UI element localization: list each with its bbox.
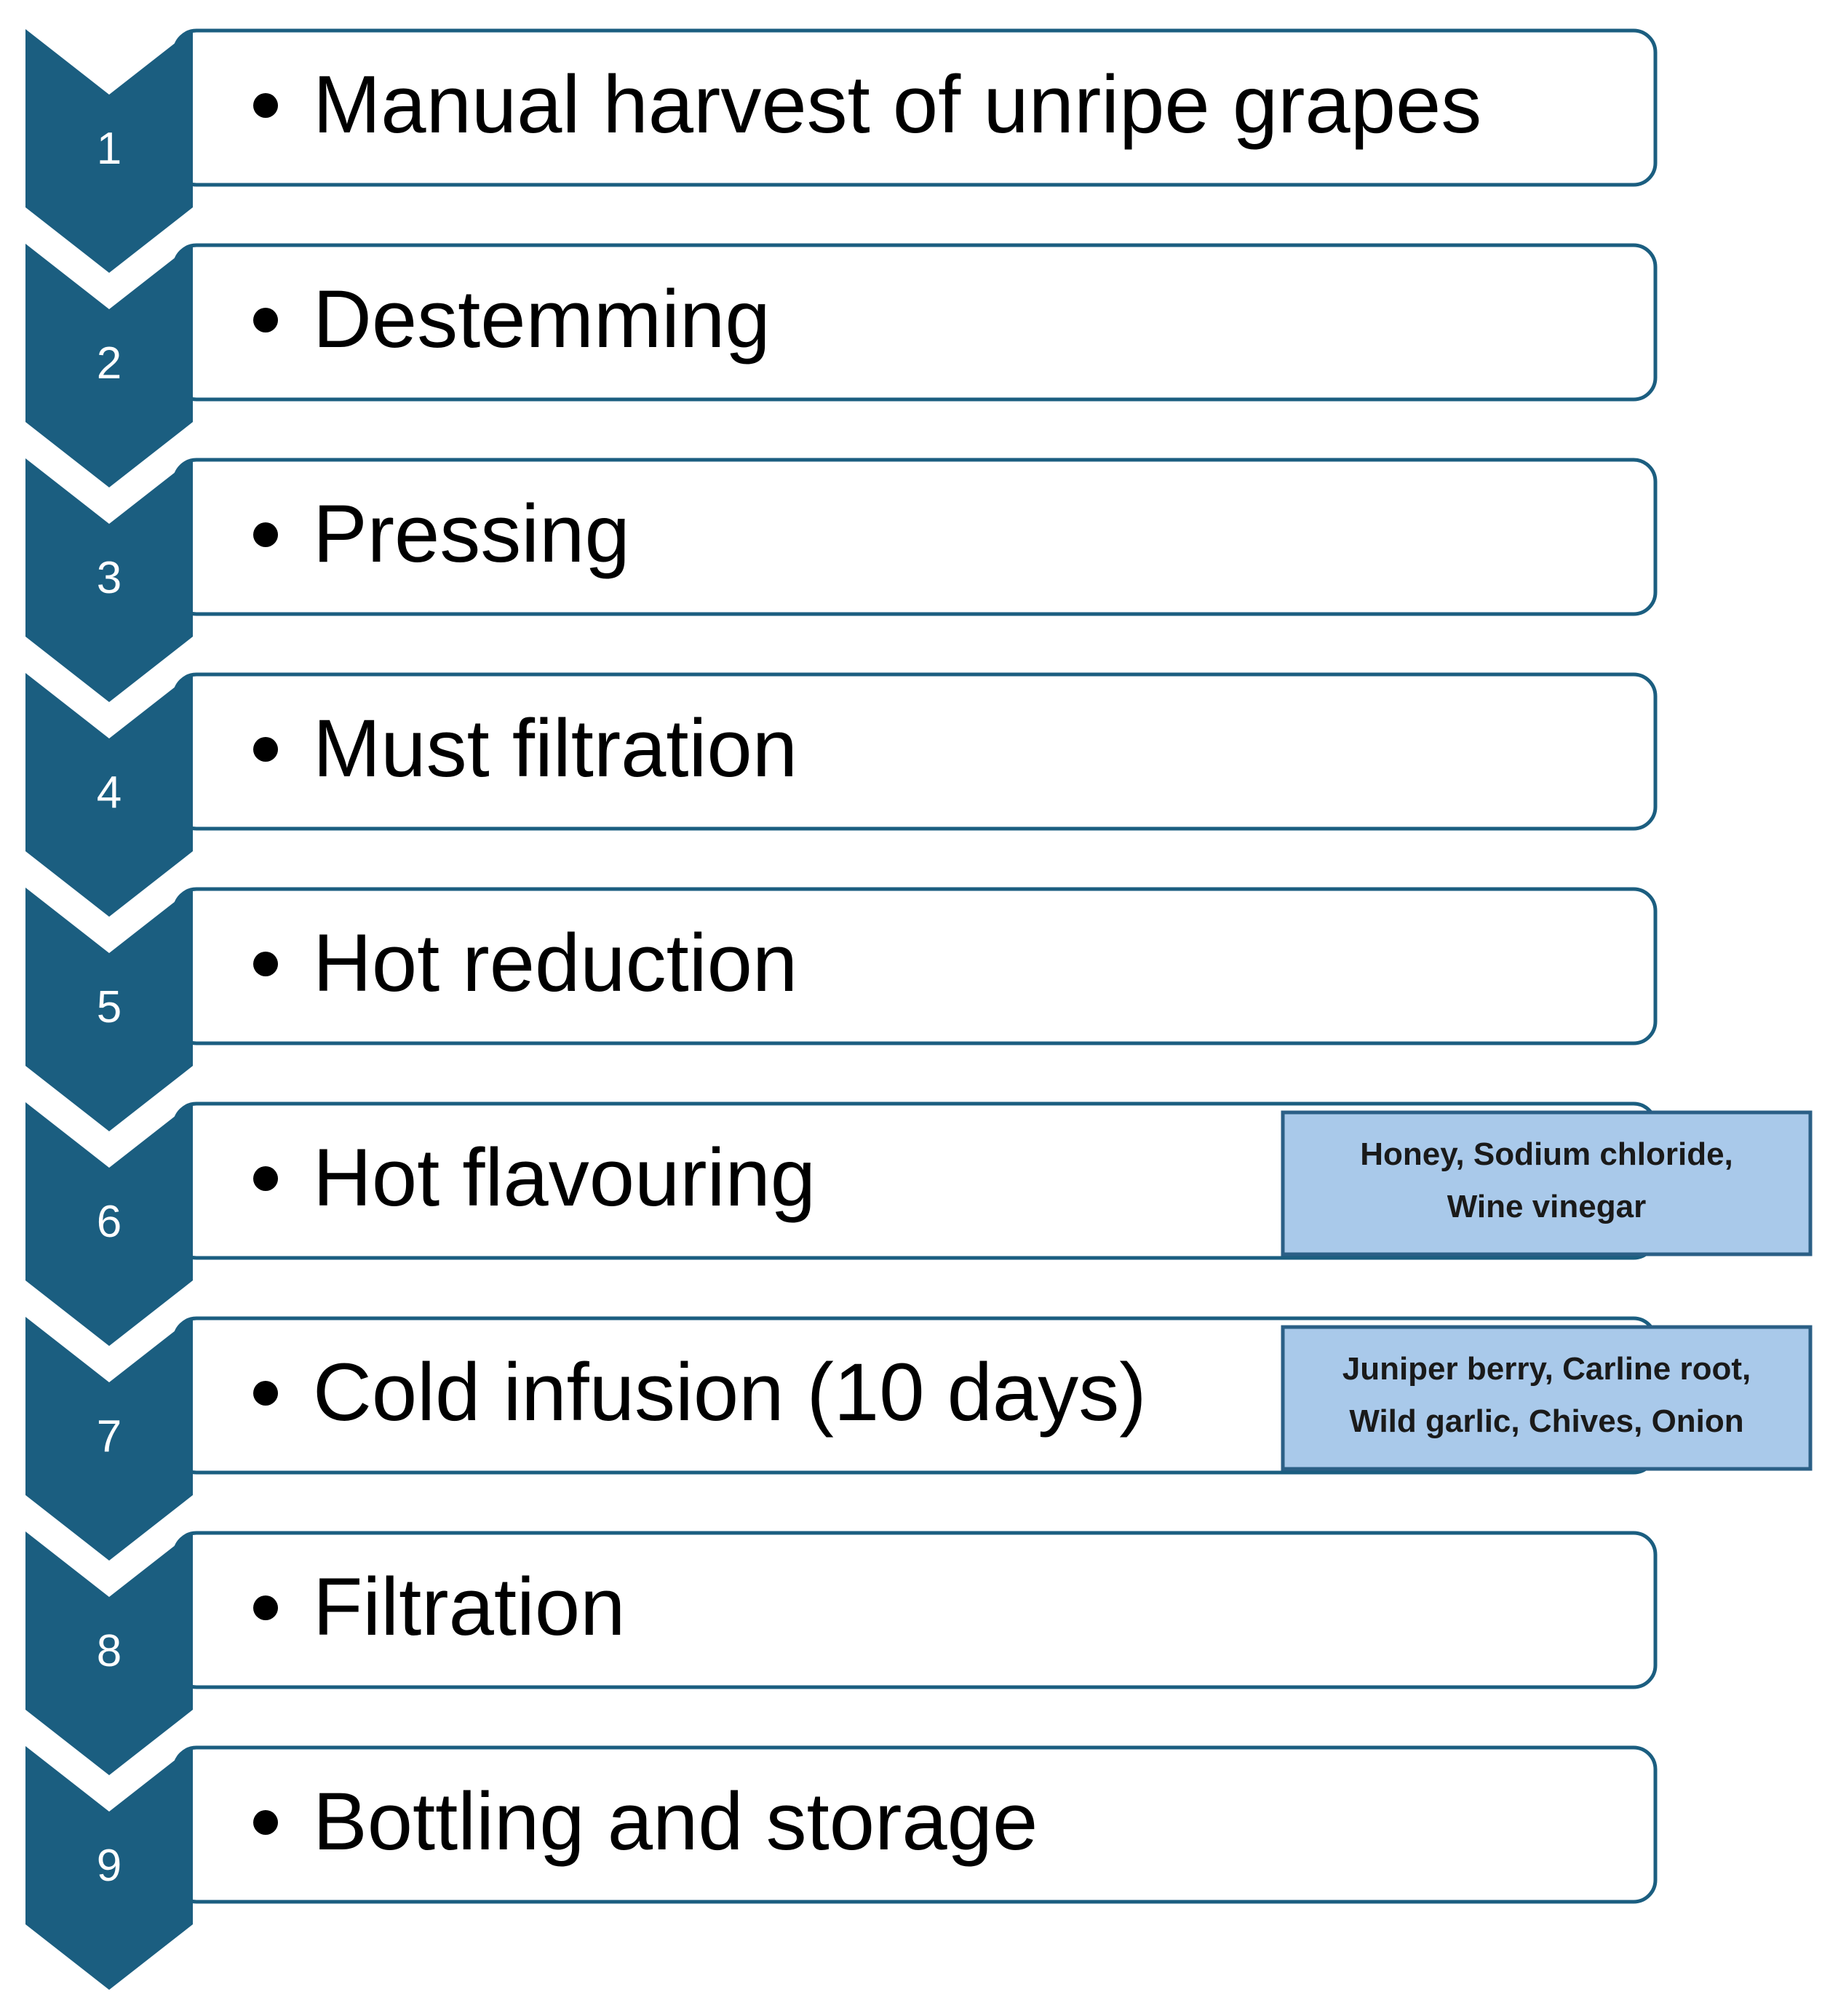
- step-8-number: 8: [96, 1626, 122, 1676]
- step-6-number: 6: [96, 1197, 122, 1247]
- step-3-bullet: [253, 522, 278, 547]
- note-layer: [1283, 1112, 1810, 1469]
- step-1-bullet: [253, 93, 278, 118]
- step-7-bullet: [253, 1381, 278, 1406]
- step-2-number: 2: [96, 338, 122, 389]
- step-6-label: Hot flavouring: [313, 1132, 816, 1223]
- step-4-bullet: [253, 737, 278, 762]
- chevron-layer: [25, 29, 193, 1990]
- step-4-label: Must filtration: [313, 703, 797, 794]
- step-1-number: 1: [96, 124, 122, 174]
- step-4-number: 4: [96, 768, 122, 818]
- step-9-number: 9: [96, 1841, 122, 1891]
- step-6-bullet: [253, 1166, 278, 1191]
- step-8-label: Filtration: [313, 1561, 626, 1652]
- box-layer: [175, 31, 1655, 1902]
- step-3-number: 3: [96, 553, 122, 603]
- step-6-ingredients-line-1: Honey, Sodium chloride,: [1360, 1136, 1733, 1172]
- step-1-label: Manual harvest of unripe grapes: [313, 59, 1482, 150]
- step-2-label: Destemming: [313, 274, 771, 364]
- step-7-label: Cold infusion (10 days): [313, 1347, 1147, 1438]
- step-5-number: 5: [96, 982, 122, 1032]
- step-7-ingredients-note: [1283, 1327, 1810, 1469]
- step-5-label: Hot reduction: [313, 917, 798, 1008]
- step-3-label: Pressing: [313, 488, 630, 579]
- step-8-bullet: [253, 1595, 278, 1620]
- step-7-number: 7: [96, 1411, 122, 1462]
- step-6-ingredients-line-2: Wine vinegar: [1447, 1189, 1647, 1224]
- step-7-ingredients-line-1: Juniper berry, Carline root,: [1342, 1351, 1751, 1387]
- step-9-bullet: [253, 1810, 278, 1835]
- step-2-bullet: [253, 308, 278, 332]
- step-5-bullet: [253, 952, 278, 976]
- step-7-ingredients-line-2: Wild garlic, Chives, Onion: [1349, 1403, 1744, 1439]
- step-9-label: Bottling and storage: [313, 1776, 1038, 1867]
- step-6-ingredients-note: [1283, 1112, 1810, 1254]
